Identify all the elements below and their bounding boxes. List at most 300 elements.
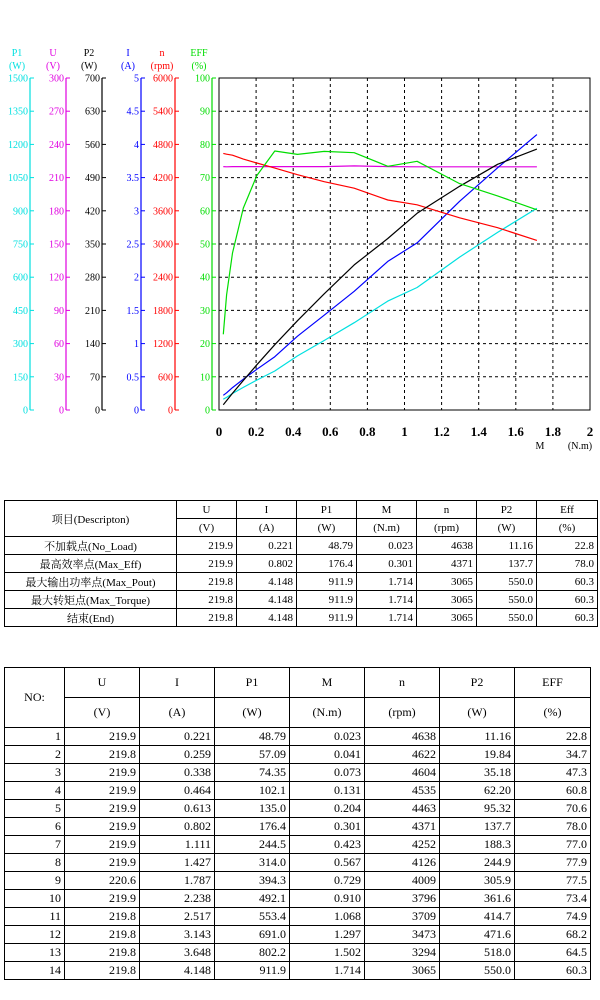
row-number: 5 [5, 800, 65, 818]
summary-row-label: 最大输出功率点(Max_Pout) [5, 573, 177, 591]
table-cell: 314.0 [215, 854, 290, 872]
x-tick-label: 0.2 [247, 424, 265, 439]
series-line-eff [223, 151, 537, 334]
row-number: 2 [5, 746, 65, 764]
table-cell: 0.301 [290, 818, 365, 836]
table-cell: 60.8 [515, 782, 591, 800]
y-tick-label: 240 [49, 139, 64, 151]
table-cell: 0.464 [140, 782, 215, 800]
plot-area [219, 78, 590, 410]
y-tick-label: 60 [54, 339, 64, 351]
y-tick-label: 2 [134, 272, 139, 284]
summary-row-label: 结束(End) [5, 609, 177, 627]
y-tick-label: 4800 [153, 139, 173, 151]
table-cell: 0.802 [140, 818, 215, 836]
summary-unit-cell: (W) [477, 519, 537, 537]
y-axis-title: P2 [83, 48, 95, 59]
summary-unit-cell: (V) [177, 519, 237, 537]
table-cell: 0.073 [290, 764, 365, 782]
y-tick-label: 1200 [8, 139, 28, 151]
detail-header-cell: U [65, 668, 140, 698]
table-row [5, 836, 591, 854]
measurement-rows [5, 728, 591, 980]
summary-cell: 1.714 [357, 609, 417, 627]
table-cell: 73.4 [515, 890, 591, 908]
table-row [5, 728, 591, 746]
table-cell: 1.111 [140, 836, 215, 854]
y-tick-label: 4 [134, 139, 139, 151]
table-cell: 0.910 [290, 890, 365, 908]
table-cell: 244.9 [440, 854, 515, 872]
table-row [5, 926, 591, 944]
x-tick-label: 0.8 [359, 424, 376, 439]
y-axis-i [121, 48, 145, 417]
summary-cell: 911.9 [297, 591, 357, 609]
table-cell: 64.5 [515, 944, 591, 962]
y-tick-label: 300 [13, 339, 28, 351]
table-row [5, 962, 591, 980]
table-cell: 471.6 [440, 926, 515, 944]
table-cell: 1.297 [290, 926, 365, 944]
y-tick-label: 1050 [8, 173, 28, 185]
x-tick-label: 1.4 [470, 424, 487, 439]
summary-cell: 4638 [417, 537, 477, 555]
row-number: 1 [5, 728, 65, 746]
summary-cell: 550.0 [477, 573, 537, 591]
table-cell: 1.502 [290, 944, 365, 962]
y-tick-label: 2400 [153, 272, 173, 284]
detail-header-names [5, 668, 591, 698]
y-tick-label: 20 [200, 339, 210, 351]
y-tick-label: 0 [59, 405, 64, 417]
summary-cell: 3065 [417, 609, 477, 627]
y-tick-label: 150 [49, 239, 64, 251]
y-tick-label: 1350 [8, 106, 28, 118]
table-cell: 35.18 [440, 764, 515, 782]
y-tick-label: 120 [49, 272, 64, 284]
table-cell: 3709 [365, 908, 440, 926]
table-cell: 188.3 [440, 836, 515, 854]
table-cell: 219.9 [65, 890, 140, 908]
detail-header-units [5, 698, 591, 728]
x-tick-label: 1.2 [433, 424, 450, 439]
table-cell: 219.9 [65, 782, 140, 800]
table-cell: 4638 [365, 728, 440, 746]
summary-row [5, 537, 598, 555]
y-tick-label: 0 [205, 405, 210, 417]
y-tick-label: 140 [85, 339, 100, 351]
table-cell: 22.8 [515, 728, 591, 746]
summary-cell: 78.0 [537, 555, 598, 573]
summary-cell: 911.9 [297, 609, 357, 627]
y-axis-n [151, 48, 179, 417]
summary-cell: 4.148 [237, 573, 297, 591]
y-axis-p2 [81, 48, 106, 417]
y-axis-unit: (V) [46, 61, 60, 72]
detail-header-cell: M [290, 668, 365, 698]
y-tick-label: 3 [134, 206, 139, 218]
y-tick-label: 300 [49, 73, 64, 85]
table-cell: 3294 [365, 944, 440, 962]
table-cell: 305.9 [440, 872, 515, 890]
summary-header-cell: M [357, 501, 417, 519]
data-series [223, 135, 537, 405]
table-cell: 2.238 [140, 890, 215, 908]
table-row [5, 764, 591, 782]
y-tick-label: 100 [195, 73, 210, 85]
table-row [5, 746, 591, 764]
detail-unit-cell: (V) [65, 698, 140, 728]
table-cell: 492.1 [215, 890, 290, 908]
y-tick-label: 0 [95, 405, 100, 417]
table-cell: 1.787 [140, 872, 215, 890]
row-number: 11 [5, 908, 65, 926]
y-axis-unit: (W) [8, 61, 26, 72]
y-tick-label: 700 [85, 73, 100, 85]
summary-cell: 60.3 [537, 591, 598, 609]
summary-cell: 60.3 [537, 573, 598, 591]
table-cell: 4604 [365, 764, 440, 782]
y-tick-label: 1200 [153, 339, 173, 351]
table-cell: 4535 [365, 782, 440, 800]
table-cell: 3065 [365, 962, 440, 980]
y-tick-label: 3.5 [126, 173, 139, 185]
y-axis-title: n [159, 48, 165, 59]
y-tick-label: 50 [200, 239, 210, 251]
y-axis-p1 [8, 48, 34, 417]
table-cell: 414.7 [440, 908, 515, 926]
summary-cell: 60.3 [537, 609, 598, 627]
table-cell: 219.9 [65, 836, 140, 854]
summary-row [5, 609, 598, 627]
table-cell: 518.0 [440, 944, 515, 962]
row-number: 6 [5, 818, 65, 836]
table-cell: 48.79 [215, 728, 290, 746]
detail-header-cell: P1 [215, 668, 290, 698]
y-axis-title: U [49, 48, 57, 59]
detail-unit-cell: (W) [440, 698, 515, 728]
summary-cell: 4371 [417, 555, 477, 573]
summary-header-cell: P2 [477, 501, 537, 519]
table-cell: 77.9 [515, 854, 591, 872]
y-tick-label: 30 [54, 372, 64, 384]
row-number: 14 [5, 962, 65, 980]
y-tick-label: 1.5 [126, 305, 139, 317]
table-cell: 4.148 [140, 962, 215, 980]
y-tick-label: 350 [85, 239, 100, 251]
y-tick-label: 90 [54, 305, 64, 317]
y-axis-unit: (rpm) [150, 61, 174, 72]
summary-rows [5, 537, 598, 627]
table-cell: 4126 [365, 854, 440, 872]
table-row [5, 854, 591, 872]
y-tick-label: 210 [85, 305, 100, 317]
table-cell: 3.143 [140, 926, 215, 944]
y-tick-label: 0 [23, 405, 28, 417]
table-cell: 102.1 [215, 782, 290, 800]
table-cell: 911.9 [215, 962, 290, 980]
series-line-i [223, 135, 537, 396]
y-tick-label: 6000 [153, 73, 173, 85]
y-tick-label: 180 [49, 206, 64, 218]
table-cell: 1.068 [290, 908, 365, 926]
detail-unit-cell: (W) [215, 698, 290, 728]
summary-cell: 0.301 [357, 555, 417, 573]
summary-header-cell: U [177, 501, 237, 519]
summary-cell: 219.8 [177, 573, 237, 591]
y-axis-unit: (%) [191, 61, 207, 72]
summary-row-label: 最大转矩点(Max_Torque) [5, 591, 177, 609]
table-cell: 553.4 [215, 908, 290, 926]
x-tick-label: 2 [586, 424, 594, 439]
summary-row [5, 573, 598, 591]
summary-unit-cell: (A) [237, 519, 297, 537]
table-cell: 691.0 [215, 926, 290, 944]
y-tick-label: 30 [200, 305, 210, 317]
y-tick-label: 5400 [153, 106, 173, 118]
table-cell: 68.2 [515, 926, 591, 944]
y-tick-label: 630 [85, 106, 100, 118]
summary-header-cell: Eff [537, 501, 598, 519]
detail-unit-cell: (A) [140, 698, 215, 728]
x-tick-label: 1 [401, 424, 408, 439]
table-cell: 77.0 [515, 836, 591, 854]
summary-unit-cell: (%) [537, 519, 598, 537]
detail-header-cell: EFF [515, 668, 591, 698]
table-row [5, 782, 591, 800]
summary-cell: 11.16 [477, 537, 537, 555]
x-tick-label: 1.6 [507, 424, 524, 439]
table-row [5, 872, 591, 890]
table-cell: 219.9 [65, 818, 140, 836]
y-tick-label: 600 [13, 272, 28, 284]
table-cell: 219.8 [65, 926, 140, 944]
y-tick-label: 280 [85, 272, 100, 284]
y-tick-label: 490 [85, 173, 100, 185]
detail-unit-cell: (%) [515, 698, 591, 728]
row-number: 8 [5, 854, 65, 872]
table-cell: 0.204 [290, 800, 365, 818]
detail-header-cell: P2 [440, 668, 515, 698]
summary-cell: 219.9 [177, 537, 237, 555]
table-cell: 19.84 [440, 746, 515, 764]
series-line-p1 [223, 208, 537, 399]
summary-unit-cell: (W) [297, 519, 357, 537]
row-number: 9 [5, 872, 65, 890]
summary-row [5, 555, 598, 573]
table-cell: 219.9 [65, 854, 140, 872]
table-cell: 78.0 [515, 818, 591, 836]
y-tick-label: 900 [13, 206, 28, 218]
table-cell: 95.32 [440, 800, 515, 818]
table-cell: 4252 [365, 836, 440, 854]
y-tick-label: 270 [49, 106, 64, 118]
table-cell: 0.041 [290, 746, 365, 764]
x-axis [216, 424, 594, 452]
table-cell: 394.3 [215, 872, 290, 890]
summary-cell: 176.4 [297, 555, 357, 573]
table-row [5, 944, 591, 962]
table-cell: 219.8 [65, 746, 140, 764]
table-cell: 219.9 [65, 800, 140, 818]
summary-row [5, 591, 598, 609]
y-tick-label: 1500 [8, 73, 28, 85]
table-cell: 57.09 [215, 746, 290, 764]
summary-cell: 219.9 [177, 555, 237, 573]
y-tick-label: 70 [200, 173, 210, 185]
row-number: 7 [5, 836, 65, 854]
table-cell: 219.8 [65, 908, 140, 926]
detail-unit-cell: (N.m) [290, 698, 365, 728]
table-cell: 70.6 [515, 800, 591, 818]
table-cell: 0.423 [290, 836, 365, 854]
summary-cell: 219.8 [177, 591, 237, 609]
y-tick-label: 90 [200, 106, 210, 118]
y-axis-eff [190, 48, 216, 417]
y-tick-label: 4200 [153, 173, 173, 185]
y-tick-label: 80 [200, 139, 210, 151]
table-cell: 4463 [365, 800, 440, 818]
table-cell: 0.131 [290, 782, 365, 800]
summary-cell: 219.8 [177, 609, 237, 627]
x-tick-label: 1.8 [544, 424, 562, 439]
summary-unit-cell: (rpm) [417, 519, 477, 537]
summary-cell: 48.79 [297, 537, 357, 555]
table-cell: 219.8 [65, 962, 140, 980]
table-row [5, 800, 591, 818]
table-cell: 62.20 [440, 782, 515, 800]
y-axis-title: EFF [190, 48, 208, 59]
table-cell: 3.648 [140, 944, 215, 962]
table-cell: 0.729 [290, 872, 365, 890]
row-number: 13 [5, 944, 65, 962]
summary-table [4, 500, 598, 627]
summary-row-label: 不加载点(No_Load) [5, 537, 177, 555]
x-axis-unit: (N.m) [567, 441, 593, 452]
motor-performance-chart [0, 0, 600, 460]
table-cell: 802.2 [215, 944, 290, 962]
row-number: 3 [5, 764, 65, 782]
row-number: 10 [5, 890, 65, 908]
y-tick-label: 0 [168, 405, 173, 417]
table-cell: 4009 [365, 872, 440, 890]
y-tick-label: 3600 [153, 206, 173, 218]
table-cell: 550.0 [440, 962, 515, 980]
summary-cell: 137.7 [477, 555, 537, 573]
table-cell: 47.3 [515, 764, 591, 782]
table-cell: 0.221 [140, 728, 215, 746]
table-cell: 220.6 [65, 872, 140, 890]
summary-cell: 1.714 [357, 591, 417, 609]
table-cell: 219.9 [65, 728, 140, 746]
summary-unit-cell: (N.m) [357, 519, 417, 537]
y-tick-label: 150 [13, 372, 28, 384]
y-tick-label: 2.5 [126, 239, 139, 251]
table-cell: 0.338 [140, 764, 215, 782]
table-cell: 219.9 [65, 764, 140, 782]
y-axis-unit: (A) [121, 61, 135, 72]
table-cell: 3796 [365, 890, 440, 908]
y-tick-label: 40 [200, 272, 210, 284]
table-cell: 135.0 [215, 800, 290, 818]
summary-header-cell: P1 [297, 501, 357, 519]
row-number: 12 [5, 926, 65, 944]
table-cell: 0.613 [140, 800, 215, 818]
table-cell: 219.8 [65, 944, 140, 962]
table-cell: 0.023 [290, 728, 365, 746]
table-cell: 176.4 [215, 818, 290, 836]
y-axis-unit: (W) [80, 61, 98, 72]
table-cell: 1.714 [290, 962, 365, 980]
y-tick-label: 1800 [153, 305, 173, 317]
summary-cell: 911.9 [297, 573, 357, 591]
y-tick-label: 450 [13, 305, 28, 317]
x-tick-label: 0.4 [285, 424, 302, 439]
table-cell: 244.5 [215, 836, 290, 854]
table-cell: 74.9 [515, 908, 591, 926]
y-tick-label: 70 [90, 372, 100, 384]
table-cell: 74.35 [215, 764, 290, 782]
table-row [5, 908, 591, 926]
summary-cell: 0.802 [237, 555, 297, 573]
table-cell: 11.16 [440, 728, 515, 746]
measurement-table [4, 667, 591, 980]
detail-unit-cell: (rpm) [365, 698, 440, 728]
y-tick-label: 4.5 [126, 106, 139, 118]
y-axis-u [46, 48, 70, 417]
table-cell: 34.7 [515, 746, 591, 764]
summary-cell: 1.714 [357, 573, 417, 591]
row-number: 4 [5, 782, 65, 800]
summary-cell: 4.148 [237, 609, 297, 627]
summary-cell: 3065 [417, 573, 477, 591]
y-tick-label: 600 [158, 372, 173, 384]
summary-cell: 550.0 [477, 591, 537, 609]
y-tick-label: 0 [134, 405, 139, 417]
y-tick-label: 210 [49, 173, 64, 185]
y-tick-label: 420 [85, 206, 100, 218]
y-axes [8, 48, 216, 417]
detail-header-cell: I [140, 668, 215, 698]
detail-corner: NO: [5, 668, 65, 728]
detail-header-cell: n [365, 668, 440, 698]
summary-cell: 22.8 [537, 537, 598, 555]
table-cell: 77.5 [515, 872, 591, 890]
table-row [5, 818, 591, 836]
summary-header-cell: I [237, 501, 297, 519]
x-tick-label: 0.6 [322, 424, 339, 439]
table-cell: 137.7 [440, 818, 515, 836]
table-cell: 2.517 [140, 908, 215, 926]
y-axis-title: I [126, 48, 130, 59]
table-cell: 3473 [365, 926, 440, 944]
summary-cell: 0.221 [237, 537, 297, 555]
y-tick-label: 0.5 [126, 372, 139, 384]
summary-cell: 0.023 [357, 537, 417, 555]
y-tick-label: 560 [85, 139, 100, 151]
summary-cell: 4.148 [237, 591, 297, 609]
table-cell: 60.3 [515, 962, 591, 980]
table-cell: 4371 [365, 818, 440, 836]
summary-row-label: 最高效率点(Max_Eff) [5, 555, 177, 573]
summary-cell: 3065 [417, 591, 477, 609]
table-row [5, 890, 591, 908]
x-axis-label: M [535, 441, 545, 452]
summary-header-cell: n [417, 501, 477, 519]
y-tick-label: 750 [13, 239, 28, 251]
summary-corner: 项目(Descripton) [5, 501, 177, 537]
y-tick-label: 10 [200, 372, 210, 384]
